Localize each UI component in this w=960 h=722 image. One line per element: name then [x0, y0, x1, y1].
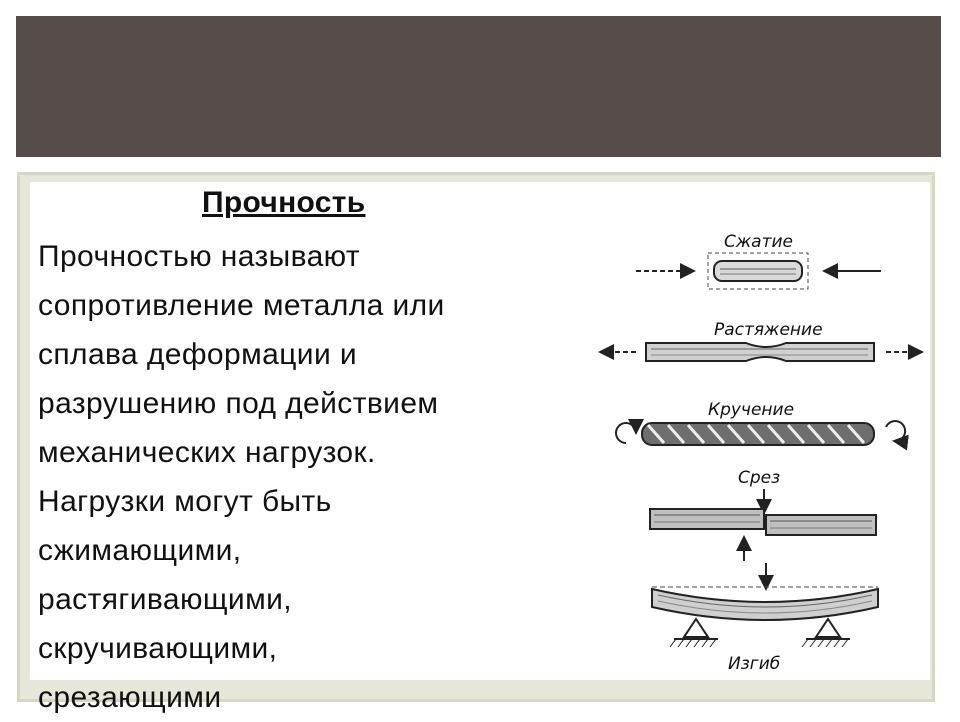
- deformation-figure: [596, 227, 926, 687]
- body-line: срезающими: [38, 681, 222, 714]
- deformation-illustration: [596, 227, 926, 687]
- body-line: разрушению под действием: [38, 387, 439, 420]
- tension-label: Растяжение: [714, 320, 823, 340]
- title-bar: [16, 16, 941, 157]
- right-support: [816, 619, 840, 637]
- torsion-diagram: [616, 400, 905, 445]
- body-line: механических нагрузок.: [38, 436, 376, 469]
- bending-diagram: [652, 563, 878, 674]
- shear-diagram: [650, 468, 876, 561]
- slide-title: Прочность: [202, 186, 366, 219]
- body-line: Нагрузки могут быть: [38, 485, 332, 518]
- torsion-arrow-right: [886, 421, 905, 441]
- compression-label: Сжатие: [724, 232, 794, 252]
- body-line: сопротивление металла или: [38, 289, 445, 322]
- torsion-arrow-left: [616, 423, 636, 443]
- content-panel: [30, 182, 930, 714]
- body-line: растягивающими,: [38, 583, 292, 616]
- shear-label: Срез: [738, 468, 781, 488]
- body-text: [38, 232, 598, 722]
- body-line: сжимающими,: [38, 534, 242, 567]
- left-support: [684, 619, 708, 637]
- body-line: скручивающими,: [38, 632, 278, 665]
- body-line: Прочностью называют: [38, 240, 361, 273]
- body-line: сплава деформации и: [38, 338, 357, 371]
- compression-diagram: [636, 232, 881, 289]
- tension-diagram: [600, 320, 922, 361]
- torsion-label: Кручение: [708, 400, 795, 420]
- bending-label: Изгиб: [728, 654, 781, 674]
